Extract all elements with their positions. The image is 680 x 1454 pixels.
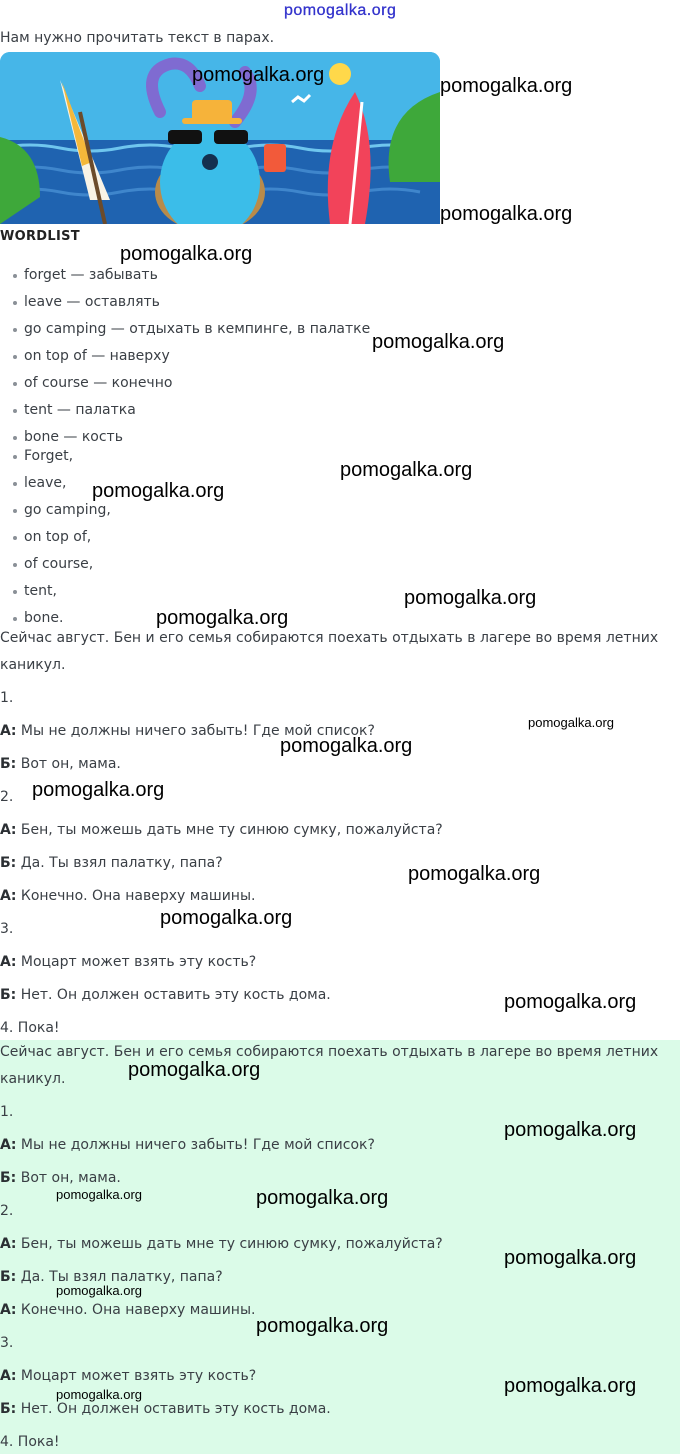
speaker-label: А: — [0, 888, 17, 904]
dialogue-line — [0, 954, 256, 970]
list-item: leave — оставлять — [0, 293, 370, 320]
line-text: Моцарт может взять эту кость? — [16, 1368, 257, 1384]
line-text: Да. Ты взял палатку, папа? — [16, 1269, 223, 1285]
watermark: pomogalka.org — [156, 607, 289, 629]
speaker-label: А: — [0, 822, 17, 838]
watermark: pomogalka.org — [504, 1375, 637, 1397]
dialogue-line — [0, 822, 443, 838]
speaker-label: А: — [0, 954, 17, 970]
watermark: pomogalka.org — [56, 1387, 142, 1402]
watermark: pomogalka.org — [404, 587, 537, 609]
section-number: 2. — [0, 1203, 14, 1219]
word-list-plain — [0, 447, 111, 636]
list-item: of course, — [0, 555, 111, 582]
story-intro-line: Сейчас август. Бен и его семья собираются поехать отдыхать в лагере во время летних — [0, 1044, 659, 1060]
watermark: pomogalka.org — [280, 735, 413, 757]
site-link[interactable]: pomogalka.org — [284, 2, 397, 19]
story-intro-line: каникул. — [0, 1071, 66, 1087]
line-text: Конечно. Она наверху машины. — [16, 1302, 256, 1318]
watermark: pomogalka.org — [56, 1283, 142, 1298]
watermark: pomogalka.org — [504, 991, 637, 1013]
speaker-label: А: — [0, 723, 17, 739]
wordlist — [0, 266, 370, 448]
list-item: bone — кость — [0, 428, 370, 448]
watermark: pomogalka.org — [160, 907, 293, 929]
watermark: pomogalka.org — [440, 75, 573, 97]
list-item: Forget, — [0, 447, 111, 474]
watermark: pomogalka.org — [92, 480, 225, 502]
line-text: Нет. Он должен оставить эту кость дома. — [16, 987, 331, 1003]
section-number: 3. — [0, 921, 14, 937]
speaker-label: А: — [0, 1302, 17, 1318]
section-number: 4. Пока! — [0, 1434, 60, 1450]
dialogue-line — [0, 1401, 331, 1417]
speaker-label: Б: — [0, 987, 17, 1003]
line-text: Бен, ты можешь дать мне ту синюю сумку, пожалуйста? — [16, 1236, 443, 1252]
watermark: pomogalka.org — [340, 459, 473, 481]
list-item: leave, — [0, 474, 111, 501]
line-text: Вот он, мама. — [16, 1170, 121, 1186]
dialogue-line — [0, 987, 331, 1003]
list-item: on top of, — [0, 528, 111, 555]
section-number: 2. — [0, 789, 14, 805]
line-text: Нет. Он должен оставить эту кость дома. — [16, 1401, 331, 1417]
dialogue-line — [0, 1137, 375, 1153]
line-text: Вот он, мама. — [16, 756, 121, 772]
speaker-label: Б: — [0, 756, 17, 772]
watermark: pomogalka.org — [256, 1187, 389, 1209]
list-item: tent, — [0, 582, 111, 609]
list-item: tent — палатка — [0, 401, 370, 428]
dialogue-line — [0, 1236, 443, 1252]
dialogue-line — [0, 888, 255, 904]
speaker-label: Б: — [0, 855, 17, 871]
line-text: Моцарт может взять эту кость? — [16, 954, 257, 970]
line-text: Конечно. Она наверху машины. — [16, 888, 256, 904]
watermark: pomogalka.org — [372, 331, 505, 353]
section-number: 1. — [0, 1104, 14, 1120]
watermark: pomogalka.org — [440, 203, 573, 225]
list-item: bone. — [0, 609, 111, 636]
list-item: on top of — наверху — [0, 347, 370, 374]
section-number: 3. — [0, 1335, 14, 1351]
dialogue-line — [0, 1170, 121, 1186]
section-number: 4. Пока! — [0, 1020, 60, 1036]
line-text: Мы не должны ничего забыть! Где мой список? — [16, 723, 375, 739]
watermark: pomogalka.org — [256, 1315, 389, 1337]
watermark: pomogalka.org — [128, 1059, 261, 1081]
story-intro-line: каникул. — [0, 657, 66, 673]
dialogue-line — [0, 1368, 256, 1384]
watermark: pomogalka.org — [504, 1119, 637, 1141]
dialogue-line — [0, 855, 223, 871]
list-item: go camping — отдыхать в кемпинге, в палатке — [0, 320, 370, 347]
watermark: pomogalka.org — [120, 243, 253, 265]
watermark: pomogalka.org — [408, 863, 541, 885]
watermark: pomogalka.org — [192, 64, 325, 86]
speaker-label: Б: — [0, 1401, 17, 1417]
dialogue-line — [0, 1302, 255, 1318]
line-text: Бен, ты можешь дать мне ту синюю сумку, пожалуйста? — [16, 822, 443, 838]
speaker-label: Б: — [0, 1170, 17, 1186]
dialogue-line — [0, 756, 121, 772]
speaker-label: А: — [0, 1236, 17, 1252]
wordlist-heading: WORDLIST — [0, 229, 80, 244]
watermark: pomogalka.org — [32, 779, 165, 801]
watermark: pomogalka.org — [56, 1187, 142, 1202]
line-text: Да. Ты взял палатку, папа? — [16, 855, 223, 871]
watermark: pomogalka.org — [504, 1247, 637, 1269]
watermark: pomogalka.org — [528, 715, 614, 730]
list-item: forget — забывать — [0, 266, 370, 293]
story-intro-line: Сейчас август. Бен и его семья собираются поехать отдыхать в лагере во время летних — [0, 630, 659, 646]
intro-text: Нам нужно прочитать текст в парах. — [0, 30, 275, 46]
list-item: go camping, — [0, 501, 111, 528]
list-item: of course — конечно — [0, 374, 370, 401]
section-number: 1. — [0, 690, 14, 706]
speaker-label: Б: — [0, 1269, 17, 1285]
speaker-label: А: — [0, 1368, 17, 1384]
speaker-label: А: — [0, 1137, 17, 1153]
line-text: Мы не должны ничего забыть! Где мой список? — [16, 1137, 375, 1153]
